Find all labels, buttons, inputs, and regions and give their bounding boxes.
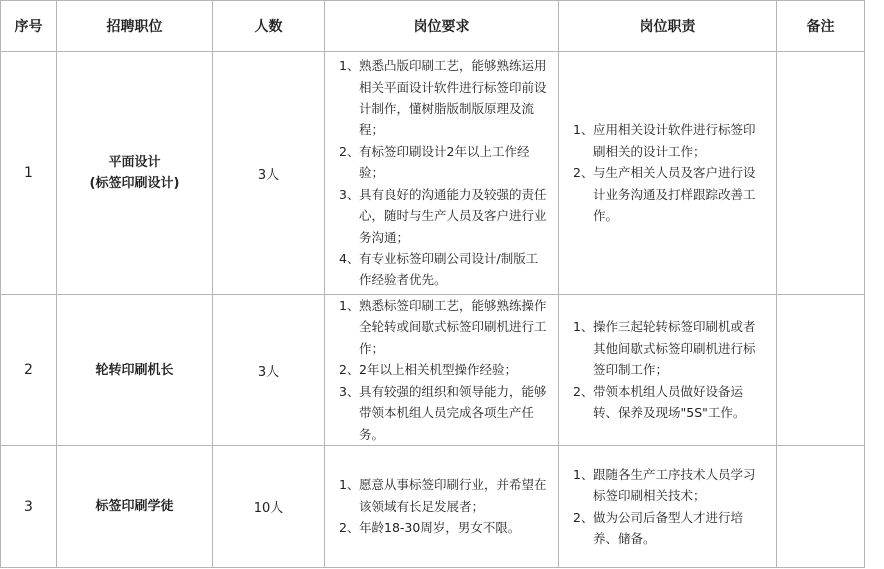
list-item — [573, 464, 766, 507]
list-marker: 1、 — [339, 298, 360, 314]
list-item — [339, 248, 548, 291]
list-marker: 2、 — [339, 143, 360, 159]
requirements-cell — [325, 446, 559, 568]
list-marker: 2、 — [339, 520, 360, 536]
headcount: 3人 — [213, 52, 325, 295]
duties-cell — [559, 446, 777, 568]
list-text: 带领本机组人员做好设备运转、保养及现场"5S"工作。 — [593, 383, 746, 421]
headcount: 3人 — [213, 295, 325, 446]
remark-cell — [777, 52, 865, 295]
row-number: 3 — [1, 446, 57, 568]
table-row — [1, 295, 865, 446]
row-number: 2 — [1, 295, 57, 446]
list-text: 有标签印刷设计2年以上工作经验； — [359, 143, 530, 181]
list-text: 操作三起轮转标签印刷机或者其他间歇式标签印刷机进行标签印制工作； — [593, 319, 756, 378]
list-marker: 3、 — [339, 383, 360, 399]
position-subtitle: (标签印刷设计) — [89, 176, 180, 191]
list-marker: 1、 — [339, 477, 360, 493]
list-item — [573, 316, 766, 380]
list-marker: 1、 — [573, 319, 594, 335]
list-item — [339, 295, 548, 359]
duties-list — [559, 464, 776, 550]
list-text: 具有较强的组织和领导能力，能够带领本机组人员完成各项生产任务。 — [359, 383, 547, 442]
header-row — [1, 1, 865, 52]
list-item — [339, 517, 548, 538]
duties-cell — [559, 52, 777, 295]
header-remark: 备注 — [777, 1, 865, 52]
list-text: 与生产相关人员及客户进行设计业务沟通及打样跟踪改善工作。 — [593, 165, 756, 224]
list-marker: 1、 — [339, 58, 360, 74]
duties-cell — [559, 295, 777, 446]
list-item — [339, 184, 548, 248]
header-position: 招聘职位 — [57, 1, 213, 52]
list-text: 2年以上相关机型操作经验； — [359, 362, 517, 378]
headcount: 10人 — [213, 446, 325, 568]
list-text: 做为公司后备型人才进行培养、储备。 — [593, 509, 744, 546]
remark-cell — [777, 295, 865, 446]
requirements-cell — [325, 295, 559, 446]
position-title: 平面设计 — [108, 155, 161, 170]
list-item — [339, 359, 548, 380]
header-duties: 岗位职责 — [559, 1, 777, 52]
list-text: 应用相关设计软件进行标签印刷相关的设计工作； — [593, 122, 756, 159]
requirements-list — [325, 474, 558, 538]
list-text: 具有良好的沟通能力及较强的责任心，随时与生产人员及客户进行业务沟通； — [359, 186, 547, 245]
list-text: 熟悉凸版印刷工艺，能够熟练运用相关平面设计软件进行标签印前设计制作，懂树脂版制版原理及流程； — [359, 58, 547, 138]
requirements-cell — [325, 52, 559, 295]
list-item — [339, 474, 548, 517]
list-text: 年龄18-30周岁，男女不限。 — [359, 520, 521, 536]
list-item — [573, 381, 766, 424]
list-marker: 4、 — [339, 250, 360, 266]
requirements-list — [325, 295, 558, 445]
header-no: 序号 — [1, 1, 57, 52]
list-item — [339, 141, 548, 184]
list-item — [339, 55, 548, 141]
position-cell — [57, 446, 213, 568]
list-item — [339, 381, 548, 445]
list-item — [573, 162, 766, 226]
header-count: 人数 — [213, 1, 325, 52]
list-marker: 2、 — [573, 509, 594, 525]
position-cell — [57, 52, 213, 295]
list-marker: 2、 — [573, 383, 594, 399]
position-title: 轮转印刷机长 — [95, 362, 174, 378]
header-requirements: 岗位要求 — [325, 1, 559, 52]
row-number: 1 — [1, 52, 57, 295]
list-text: 愿意从事标签印刷行业，并希望在该领域有长足发展者； — [359, 477, 547, 514]
list-item — [573, 507, 766, 550]
duties-list — [559, 316, 776, 423]
position-title: 标签印刷学徒 — [95, 499, 174, 514]
list-marker: 1、 — [573, 122, 594, 138]
list-text: 跟随各生产工序技术人员学习标签印刷相关技术； — [593, 466, 756, 504]
list-marker: 1、 — [573, 466, 594, 482]
list-text: 有专业标签印刷公司设计/制版工作经验者优先。 — [359, 250, 539, 288]
requirements-list — [325, 55, 558, 290]
list-item — [573, 119, 766, 162]
list-marker: 2、 — [573, 165, 594, 181]
duties-list — [559, 119, 776, 226]
table-row — [1, 52, 865, 295]
list-marker: 3、 — [339, 186, 360, 202]
table-row — [1, 446, 865, 568]
remark-cell — [777, 446, 865, 568]
list-marker: 2、 — [339, 362, 360, 378]
list-text: 熟悉标签印刷工艺，能够熟练操作全轮转或间歇式标签印刷机进行工作； — [359, 298, 547, 356]
position-cell — [57, 295, 213, 446]
